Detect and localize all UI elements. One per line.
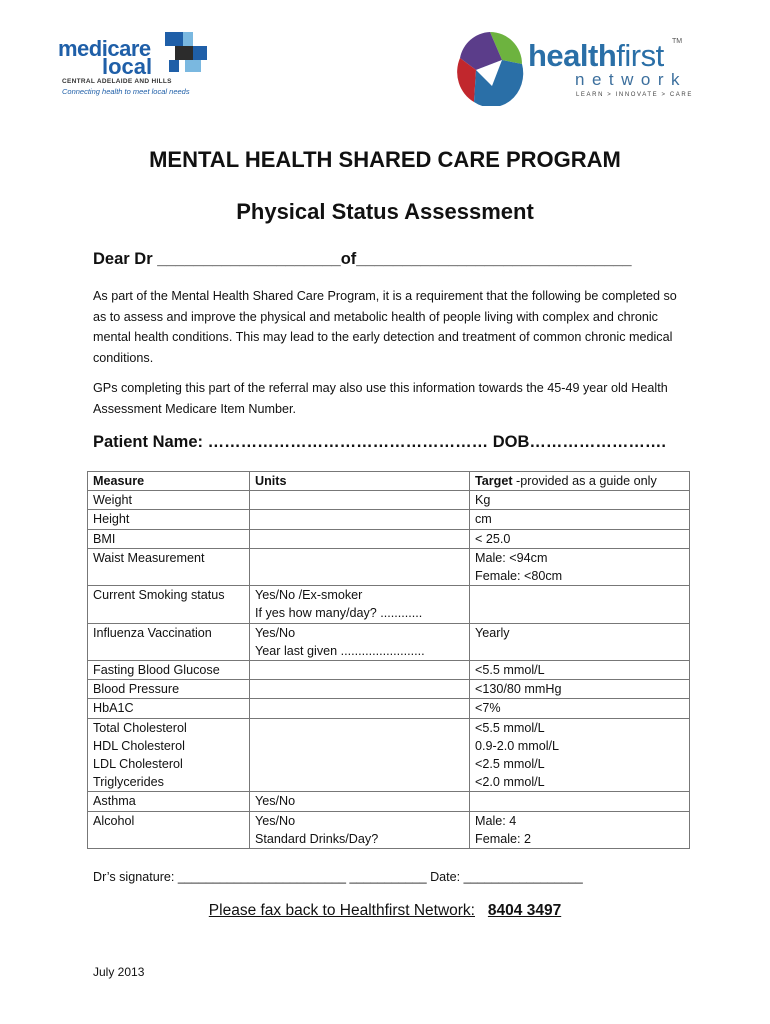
- healthfirst-logo-name-bold: health: [528, 38, 617, 73]
- header-target-label: Target: [475, 474, 513, 488]
- cell-units-line: Year last given ........................: [255, 643, 425, 658]
- cell-target-line: < 25.0: [475, 531, 511, 546]
- dear-doctor-line: Dear Dr ____________________of______________________________: [93, 250, 632, 268]
- cell-units: [250, 548, 470, 585]
- cell-measure: [88, 680, 250, 699]
- cell-target: [470, 586, 690, 623]
- cell-units: [250, 491, 470, 510]
- cell-target-line: <7%: [475, 701, 501, 716]
- cell-measure: [88, 792, 250, 811]
- header-measure-label: Measure: [93, 474, 145, 488]
- cell-target: [470, 680, 690, 699]
- cell-measure-line: Asthma: [93, 794, 136, 809]
- cell-units: [250, 661, 470, 680]
- document-title: MENTAL HEALTH SHARED CARE PROGRAM: [149, 147, 621, 172]
- cell-measure-line: Waist Measurement: [93, 550, 205, 565]
- cell-target: [470, 623, 690, 660]
- cell-measure: [88, 510, 250, 529]
- cell-measure: [88, 699, 250, 718]
- medicare-local-mark-icon: [161, 30, 213, 76]
- cell-target: [470, 510, 690, 529]
- cell-target-line: Male: <94cm: [475, 550, 548, 565]
- assessment-table: [87, 471, 690, 849]
- table-header-row: [88, 472, 690, 491]
- medicare-local-logo: [58, 28, 218, 98]
- cell-target: [470, 529, 690, 548]
- medicare-local-logo-line1: medicare: [58, 36, 151, 61]
- cell-target-line: <2.5 mmol/L: [475, 757, 545, 772]
- table-row: [88, 586, 690, 623]
- healthfirst-tagline: LEARN > INNOVATE > CARE: [576, 92, 693, 98]
- cell-units: [250, 680, 470, 699]
- cell-units-line: Yes/No /Ex-smoker: [255, 588, 363, 603]
- cell-target: [470, 699, 690, 718]
- cell-units: [250, 529, 470, 548]
- document-subtitle: Physical Status Assessment: [236, 199, 534, 224]
- table-row: [88, 792, 690, 811]
- cell-target-line: Kg: [475, 493, 491, 508]
- cell-measure: [88, 586, 250, 623]
- header-target: [470, 472, 690, 491]
- cell-measure-line: Total Cholesterol: [93, 720, 187, 735]
- fax-number: 8404 3497: [487, 902, 562, 919]
- cell-measure-line: BMI: [93, 531, 116, 546]
- fax-label: Please fax back to Healthfirst Network:: [208, 902, 475, 919]
- cell-measure-line: Triglycerides: [93, 775, 164, 790]
- healthfirst-mark-icon: [456, 30, 524, 106]
- cell-target-line: Female: <80cm: [475, 569, 563, 584]
- cell-target-line: cm: [475, 512, 492, 527]
- cell-measure: [88, 548, 250, 585]
- medicare-item-paragraph: GPs completing this part of the referral may also use this information towards the 45-49 year old Health Assessment Medicare Item Number.: [93, 381, 668, 416]
- cell-measure: [88, 661, 250, 680]
- table-row: [88, 548, 690, 585]
- cell-measure: [88, 491, 250, 510]
- cell-target: [470, 792, 690, 811]
- signature-date-line: Dr’s signature: ________________________ ___________ Date: _________________: [93, 870, 583, 884]
- cell-measure-line: Fasting Blood Glucose: [93, 663, 220, 678]
- cell-measure-line: Influenza Vaccination: [93, 625, 212, 640]
- footer-date: July 2013: [93, 965, 145, 979]
- cell-measure-line: Height: [93, 512, 130, 527]
- cell-measure: [88, 623, 250, 660]
- table-row: [88, 510, 690, 529]
- cell-measure-line: Weight: [93, 493, 132, 508]
- cell-units: [250, 623, 470, 660]
- cell-units-line: Yes/No: [255, 794, 296, 809]
- table-row: [88, 699, 690, 718]
- table-row: [88, 811, 690, 848]
- cell-units: [250, 510, 470, 529]
- cell-units-line: Standard Drinks/Day?: [255, 831, 379, 846]
- cell-target-line: Male: 4: [475, 813, 517, 828]
- healthfirst-trademark: TM: [672, 38, 683, 45]
- cell-units: [250, 718, 470, 792]
- cell-measure-line: Current Smoking status: [93, 588, 225, 603]
- header-units: [250, 472, 470, 491]
- cell-target: [470, 718, 690, 792]
- healthfirst-network-logo: [456, 30, 696, 110]
- intro-paragraph: As part of the Mental Health Shared Care Program, it is a requirement that the following be completed so as to assess and improve the physical and metabolic health of people living with complex and chronic mental health conditions. This may lead to the early detection and treatment of common chronic medical conditions.: [93, 289, 677, 365]
- healthfirst-logo-name-light: first: [616, 38, 664, 73]
- healthfirst-logo-network: network: [575, 70, 688, 89]
- cell-measure: [88, 811, 250, 848]
- cell-units: [250, 699, 470, 718]
- medicare-local-region: CENTRAL ADELAIDE AND HILLS: [62, 78, 172, 85]
- cell-target-line: <2.0 mmol/L: [475, 775, 545, 790]
- cell-target-line: <130/80 mmHg: [475, 682, 562, 697]
- healthfirst-logo-name: [528, 38, 664, 74]
- cell-measure-line: LDL Cholesterol: [93, 757, 183, 772]
- cell-target-line: 0.9-2.0 mmol/L: [475, 738, 559, 753]
- patient-name-dob-line: Patient Name: …………………………………………… DOB…………………….: [93, 433, 666, 451]
- cell-target: [470, 811, 690, 848]
- table-row: [88, 491, 690, 510]
- cell-units: [250, 811, 470, 848]
- cell-units: [250, 792, 470, 811]
- header-target-note: -provided as a guide only: [512, 474, 657, 488]
- cell-measure: [88, 718, 250, 792]
- table-row: [88, 680, 690, 699]
- cell-target-line: <5.5 mmol/L: [475, 663, 545, 678]
- cell-units-line: If yes how many/day? ............: [255, 606, 423, 621]
- cell-measure-line: Blood Pressure: [93, 682, 180, 697]
- cell-measure-line: HDL Cholesterol: [93, 738, 185, 753]
- assessment-table-body: [88, 472, 690, 849]
- cell-target-line: Yearly: [475, 625, 510, 640]
- cell-measure: [88, 529, 250, 548]
- cell-measure-line: HbA1C: [93, 701, 134, 716]
- cell-target-line: <5.5 mmol/L: [475, 720, 545, 735]
- table-row: [88, 661, 690, 680]
- cell-units-line: Yes/No: [255, 625, 296, 640]
- cell-units-line: Yes/No: [255, 813, 296, 828]
- cell-target: [470, 548, 690, 585]
- cell-units: [250, 586, 470, 623]
- cell-target-line: Female: 2: [475, 831, 531, 846]
- table-row: [88, 623, 690, 660]
- table-row: [88, 718, 690, 792]
- header-units-label: Units: [255, 474, 287, 488]
- cell-measure-line: Alcohol: [93, 813, 135, 828]
- table-row: [88, 529, 690, 548]
- medicare-local-logo-line2: local: [102, 54, 153, 79]
- cell-target: [470, 661, 690, 680]
- header-measure: [88, 472, 250, 491]
- fax-instruction: [0, 902, 770, 920]
- cell-target: [470, 491, 690, 510]
- medicare-local-tagline: Connecting health to meet local needs: [62, 87, 190, 96]
